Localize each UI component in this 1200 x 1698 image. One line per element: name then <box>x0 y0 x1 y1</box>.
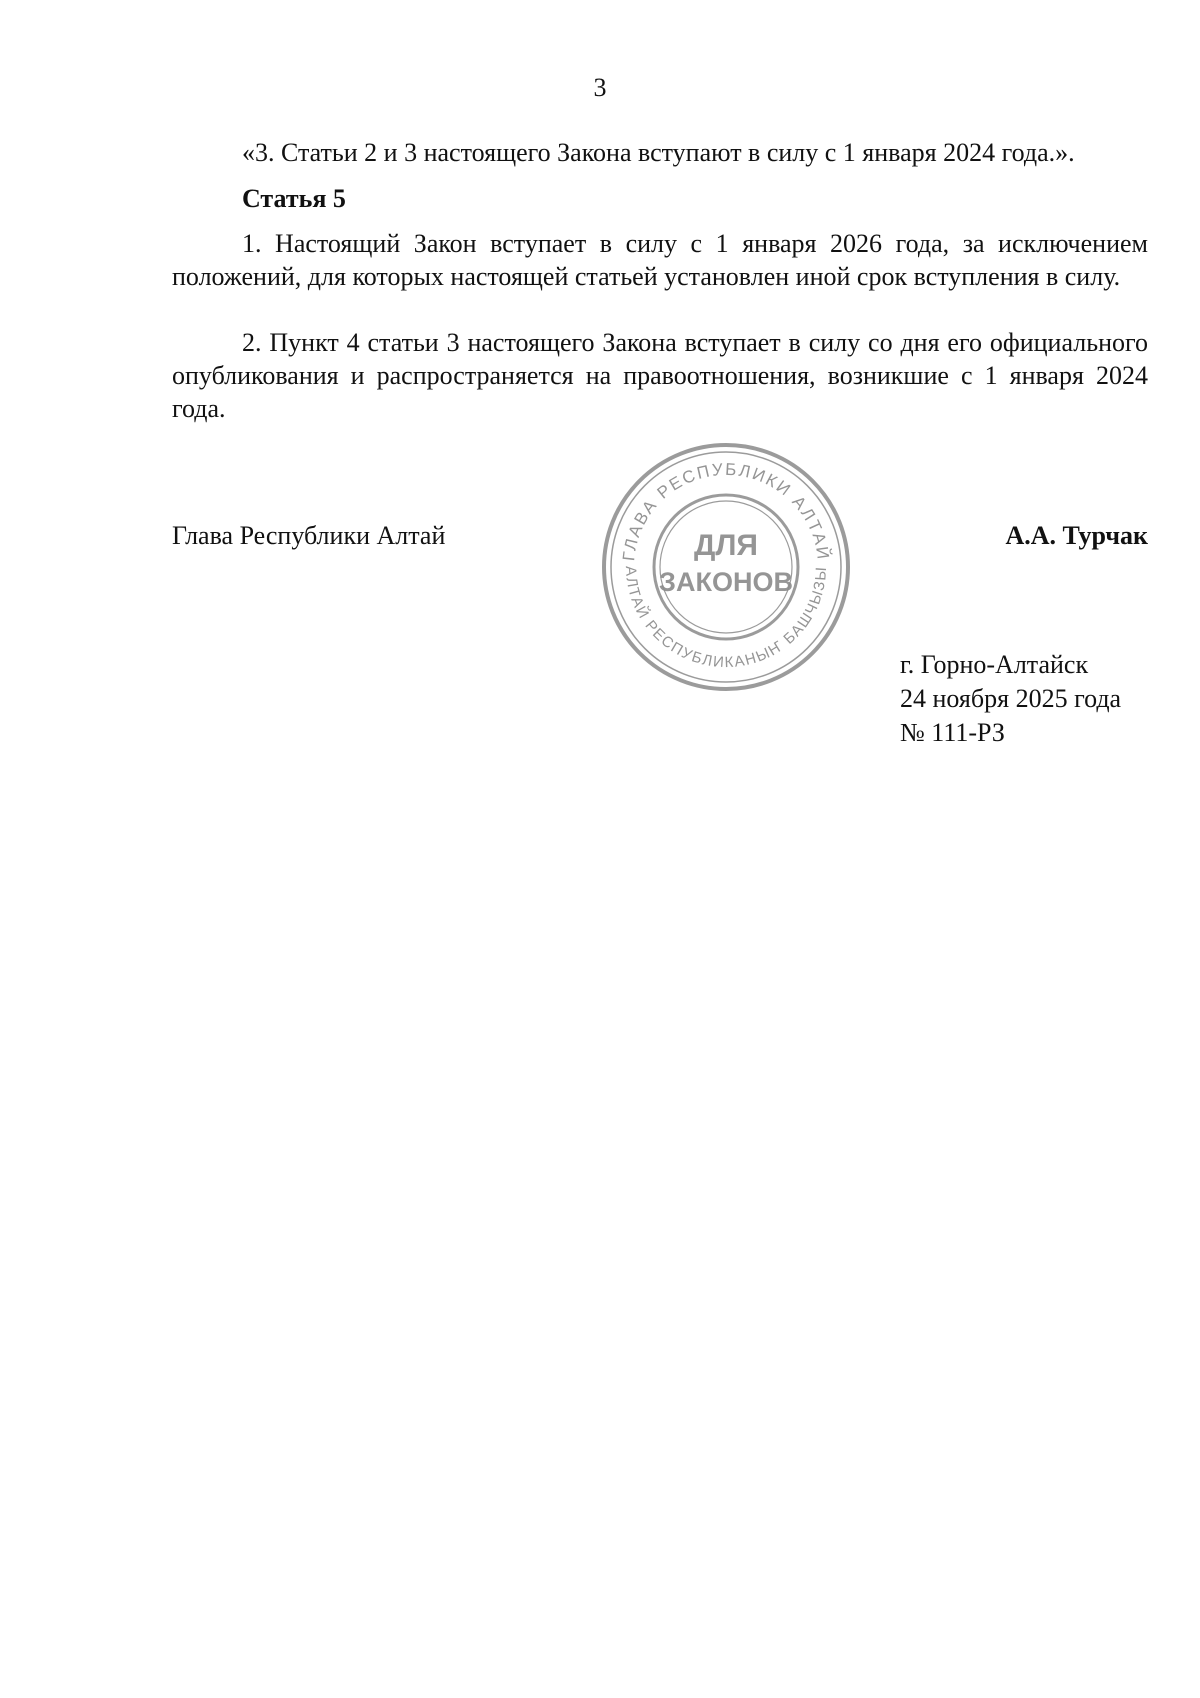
article-point-1: 1. Настоящий Закон вступает в силу с 1 января 2026 года, за исключением положений, для которых настоящей статьей установлен иной срок вступления в силу. <box>172 229 1148 291</box>
adoption-city: г. Горно-Алтайск <box>900 650 1089 679</box>
page-number: 3 <box>593 73 607 102</box>
article4-quoted-clause: «3. Статьи 2 и 3 настоящего Закона вступают в силу с 1 января 2024 года.». <box>242 138 1075 167</box>
article-point-2: 2. Пункт 4 статьи 3 настоящего Закона вступает в силу со дня его официального опубликования и распространяется на правоотношения, возникшие с 1 января 2024 года. <box>172 328 1148 423</box>
law-number: № 111-РЗ <box>900 718 1005 747</box>
signatory-name: А.А. Турчак <box>1005 521 1148 550</box>
official-stamp <box>596 437 856 697</box>
stamp-bottom-text: АЛТАЙ РЕСПУБЛИКАНЫҤ БАШЧЫЗЫ <box>621 565 831 672</box>
signatory-title: Глава Республики Алтай <box>172 521 446 550</box>
adoption-details <box>900 648 1121 750</box>
stamp-center-line-1: ДЛЯ <box>694 529 758 562</box>
adoption-date: 24 ноября 2025 года <box>900 684 1122 713</box>
stamp-center-line-2: ЗАКОНОВ <box>659 567 793 597</box>
stamp-top-text: ГЛАВА РЕСПУБЛИКИ АЛТАЙ <box>619 459 833 562</box>
article-heading: Статья 5 <box>242 184 346 213</box>
